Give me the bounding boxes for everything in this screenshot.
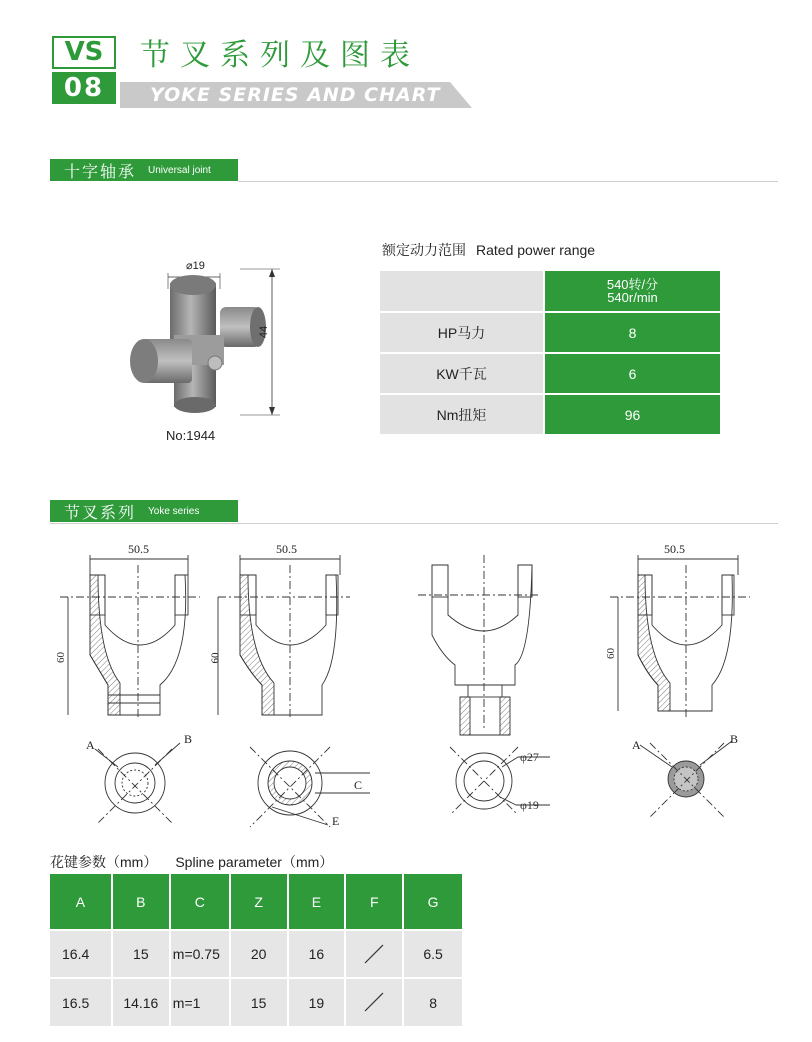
label-c: C xyxy=(354,778,363,792)
yoke4-width-label: 50.5 xyxy=(664,542,685,556)
section-title-cn: 十字轴承 xyxy=(64,161,137,181)
joint-height-label: 44 xyxy=(258,325,271,339)
col-header-a: A xyxy=(50,874,112,930)
svg-text:60: 60 xyxy=(605,648,617,659)
cell-z: 20 xyxy=(230,930,288,978)
table-row xyxy=(380,353,721,394)
joint-diameter-label: ⌀19 xyxy=(186,260,205,272)
table-row xyxy=(50,978,463,1026)
col-header-e: E xyxy=(288,874,346,930)
joint-part-number: No:1944 xyxy=(166,428,216,443)
rated-power-table xyxy=(380,271,722,436)
row-label: Nm扭矩 xyxy=(380,394,544,435)
cell-c: m=0.75 xyxy=(170,930,230,978)
rated-power-title-en: Rated power range xyxy=(476,242,596,258)
table-row xyxy=(380,271,721,312)
page-title-en: YOKE SERIES AND CHART xyxy=(150,84,441,106)
cell-f xyxy=(345,930,403,978)
section-title-en: Universal joint xyxy=(148,164,211,176)
yoke-drawings xyxy=(40,535,790,835)
label-a-2: A xyxy=(632,738,641,752)
speed-en: 540r/min xyxy=(607,290,658,305)
cell-z: 15 xyxy=(230,978,288,1026)
table-cell xyxy=(380,271,544,312)
section-divider xyxy=(238,181,778,182)
cell-e: 16 xyxy=(288,930,346,978)
section-divider xyxy=(50,523,778,524)
slash-mark xyxy=(361,989,387,1013)
page-title-cn: 节叉系列及图表 xyxy=(140,38,420,73)
yoke-drawing-2 xyxy=(218,555,370,827)
badge-code: VS xyxy=(52,36,116,69)
col-header-b: B xyxy=(112,874,170,930)
universal-joint-image xyxy=(120,255,300,425)
section-title-cn: 节叉系列 xyxy=(64,502,137,522)
cell-c: m=1 xyxy=(170,978,230,1026)
cell-e: 19 xyxy=(288,978,346,1026)
table-row xyxy=(380,394,721,435)
dim-inner-diameter: φ19 xyxy=(520,798,539,812)
speed-cn: 540转/分 xyxy=(606,277,659,292)
cell-g: 8 xyxy=(403,978,463,1026)
dim-outer-diameter: φ27 xyxy=(520,750,539,764)
cell-b: 15 xyxy=(112,930,170,978)
yoke-height-label: 60 xyxy=(55,652,67,663)
rated-power-title xyxy=(382,240,595,260)
col-header-c: C xyxy=(170,874,230,930)
table-row xyxy=(50,930,463,978)
row-value: 8 xyxy=(544,312,721,353)
label-b-2: B xyxy=(730,732,739,746)
cell-a: 16.4 xyxy=(50,930,112,978)
yoke1-width-label: 50.5 xyxy=(128,542,149,556)
row-label: HP马力 xyxy=(380,312,544,353)
yoke-drawing-1 xyxy=(55,555,200,823)
cell-b: 14.16 xyxy=(112,978,170,1026)
yoke2-width-label: 50.5 xyxy=(276,542,297,556)
yoke2-height-label: 60 xyxy=(209,652,222,664)
section-universal-joint xyxy=(50,159,238,181)
label-b-1: B xyxy=(184,732,193,746)
row-value: 96 xyxy=(544,394,721,435)
rated-power-title-cn: 额定动力范围 xyxy=(382,242,466,258)
col-header-g: G xyxy=(403,874,463,930)
spline-title-en: Spline parameter（mm） xyxy=(175,854,334,870)
section-yoke-series xyxy=(50,500,238,522)
label-a-1: A xyxy=(86,738,95,752)
badge-number: 08 xyxy=(52,72,116,104)
cell-a: 16.5 xyxy=(50,978,112,1026)
cell-g: 6.5 xyxy=(403,930,463,978)
spline-title xyxy=(50,852,333,872)
cell-f xyxy=(345,978,403,1026)
col-header-z: Z xyxy=(230,874,288,930)
col-header-f: F xyxy=(345,874,403,930)
spline-table xyxy=(50,874,464,1026)
table-row xyxy=(380,312,721,353)
series-badge xyxy=(52,36,116,104)
slash-mark xyxy=(361,941,387,965)
section-title-en: Yoke series xyxy=(148,505,200,517)
yoke-drawing-3 xyxy=(418,555,550,815)
yoke-drawing-4 xyxy=(605,555,750,817)
row-value: 6 xyxy=(544,353,721,394)
spline-title-cn: 花键参数（mm） xyxy=(50,854,158,870)
speed-header xyxy=(544,271,721,312)
label-e: E xyxy=(332,814,340,828)
table-header-row xyxy=(50,874,463,930)
row-label: KW千瓦 xyxy=(380,353,544,394)
